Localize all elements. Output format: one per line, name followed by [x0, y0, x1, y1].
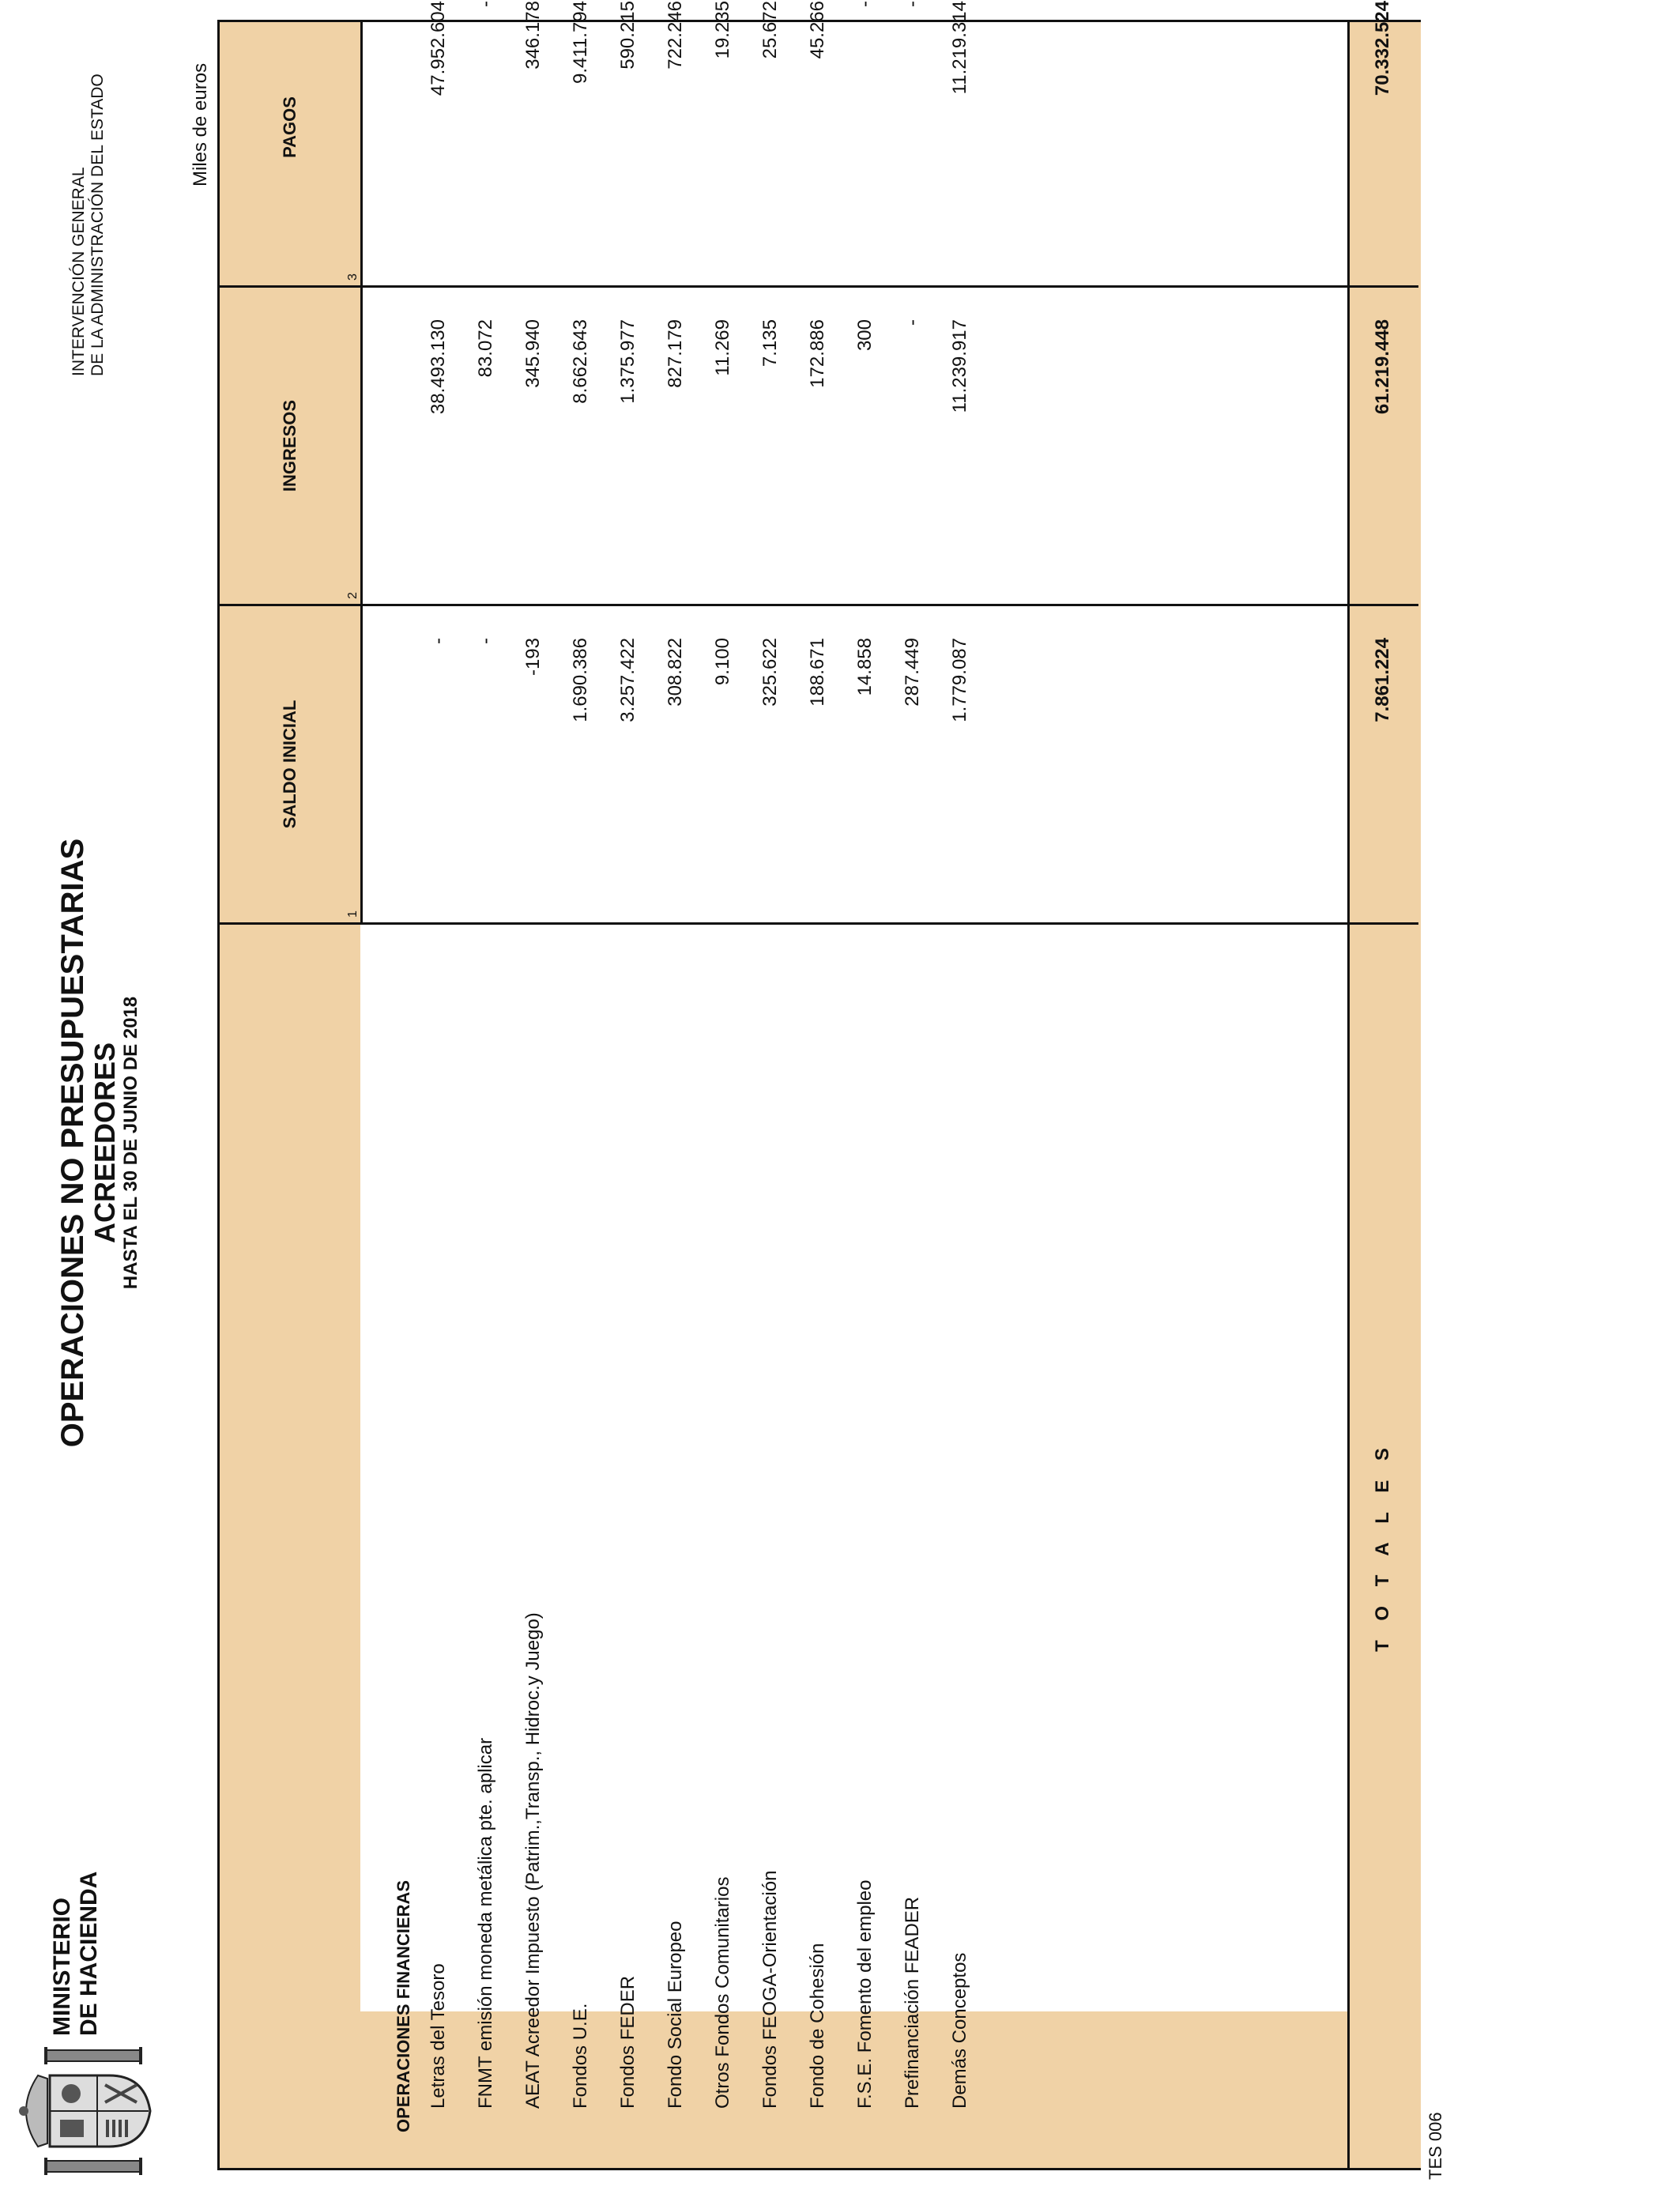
igae-block: [70, 74, 107, 376]
table-cell-saldo-inicial: 287.449: [902, 638, 923, 707]
table-cell-pagos: 45.266: [807, 1, 828, 59]
table-cell-ingresos: 38.493.130: [428, 319, 449, 415]
table-row-label: FNMT emisión moneda metálica pte. aplicar: [475, 1737, 496, 2109]
coat-of-arms-icon: [14, 2044, 156, 2178]
column-divider: [220, 922, 1418, 925]
table-cell-pagos: -: [854, 1, 876, 7]
report-date: HASTA EL 30 DE JUNIO DE 2018: [120, 996, 141, 1290]
table-cell-ingresos: 345.940: [522, 319, 544, 388]
table-cell-ingresos: 1.375.977: [617, 319, 638, 404]
col-header-saldo-inicial: SALDO INICIAL: [280, 699, 299, 829]
table-cell-saldo-inicial: 188.671: [807, 638, 828, 707]
table-row-label: Fondos U.E.: [570, 2003, 591, 2109]
col-number: 2: [346, 592, 360, 599]
col-header-pagos: PAGOS: [280, 96, 299, 158]
table-cell-saldo-inicial: 325.622: [759, 638, 781, 707]
table-cell-pagos: -: [902, 1, 923, 7]
table-cell-saldo-inicial: 14.858: [854, 638, 876, 696]
table-row-label: Fondos FEDER: [617, 1975, 638, 2109]
col-number: 1: [346, 910, 360, 918]
table-cell-saldo-inicial: -: [475, 638, 496, 644]
table-cell-ingresos: 827.179: [665, 319, 686, 388]
table-row-label: Letras del Tesoro: [428, 1963, 449, 2109]
table-cell-pagos: 11.219.314: [949, 1, 970, 95]
table-cell-saldo-inicial: 1.690.386: [570, 638, 591, 722]
total-ingresos: 61.219.448: [1372, 319, 1393, 415]
table-cell-ingresos: 8.662.643: [570, 319, 591, 404]
table-row-label: AEAT Acreedor Impuesto (Patrim.,Transp., Hidroc.y Juego): [522, 1612, 544, 2109]
table-cell-pagos: 722.246: [665, 1, 686, 70]
table-cell-pagos: 47.952.604: [428, 1, 449, 96]
table-row-label: Demás Conceptos: [949, 1952, 970, 2109]
igae-line1: INTERVENCIÓN GENERAL: [70, 167, 88, 376]
table-cell-saldo-inicial: 1.779.087: [949, 638, 970, 722]
table-row-label: Otros Fondos Comunitarios: [712, 1876, 733, 2109]
table-row-label: Fondos FEOGA-Orientación: [759, 1870, 781, 2109]
ministry-line2: DE HACIENDA: [76, 1871, 102, 2036]
table-row-label: Fondo de Cohesión: [807, 1943, 828, 2109]
total-saldo-inicial: 7.861.224: [1372, 638, 1393, 722]
units-label: Miles de euros: [190, 62, 211, 187]
total-pagos: 70.332.524: [1372, 1, 1393, 96]
table-row-label: Fondo Social Europeo: [665, 1921, 686, 2109]
table-cell-ingresos: 11.269: [712, 319, 733, 376]
col-number: 3: [346, 273, 360, 281]
table-cell-pagos: 590.215: [617, 1, 638, 70]
document-code: TES 006: [1426, 2112, 1445, 2180]
table-cell-ingresos: 172.886: [807, 319, 828, 388]
table-cell-saldo-inicial: -: [428, 638, 449, 644]
table-cell-ingresos: 300: [854, 319, 876, 352]
table-cell-pagos: 346.178: [522, 1, 544, 70]
ministry-name: [49, 1872, 103, 2036]
column-divider: [220, 604, 1418, 606]
ministry-line1: MINISTERIO: [49, 1897, 75, 2036]
report-title-block: [55, 827, 142, 1459]
table-cell-pagos: -: [475, 1, 496, 7]
totals-label: T O T A L E S: [1372, 1441, 1393, 1652]
report-title: OPERACIONES NO PRESUPUESTARIAS: [55, 838, 90, 1448]
table-cell-ingresos: 11.239.917: [949, 319, 970, 413]
col-header-ingresos: INGRESOS: [280, 399, 299, 492]
table-cell-pagos: 25.672: [759, 1, 781, 59]
table-cell-ingresos: 7.135: [759, 319, 781, 368]
igae-line2: DE LA ADMINISTRACIÓN DEL ESTADO: [89, 74, 107, 376]
table-cell-pagos: 19.235: [712, 1, 733, 59]
concept-column-body: [360, 925, 1347, 2011]
accounts-table: [217, 1, 1421, 2170]
section-heading: OPERACIONES FINANCIERAS: [394, 1879, 413, 2132]
table-cell-saldo-inicial: 9.100: [712, 638, 733, 686]
table-row-label: Prefinanciación FEADER: [902, 1896, 923, 2109]
table-row-label: F.S.E. Fomento del empleo: [854, 1879, 876, 2109]
table-cell-ingresos: 83.072: [475, 319, 496, 378]
table-cell-saldo-inicial: 3.257.422: [617, 638, 638, 722]
table-cell-saldo-inicial: -193: [522, 638, 544, 677]
table-cell-pagos: 9.411.794: [570, 1, 591, 84]
table-cell-saldo-inicial: 308.822: [665, 638, 686, 707]
column-divider: [220, 285, 1418, 288]
table-cell-ingresos: -: [902, 319, 923, 326]
report-subtitle: ACREEDORES: [89, 1042, 121, 1244]
